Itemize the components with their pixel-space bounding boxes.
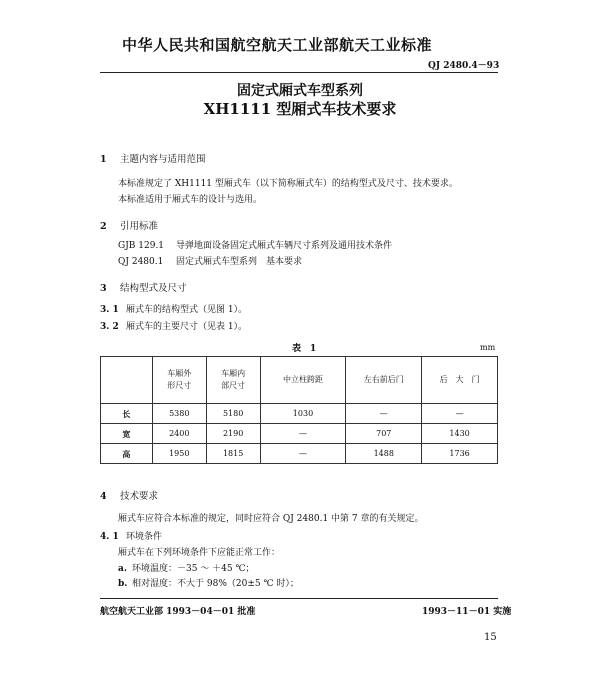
- row-label-cell: 宽: [101, 424, 153, 444]
- table-row: [101, 424, 498, 444]
- list-item-b: [118, 576, 299, 589]
- reference-1: [118, 238, 392, 251]
- section-4-heading: [100, 488, 158, 502]
- table-header-cell: 左右前后门: [346, 357, 422, 404]
- standard-org-title: 中华人民共和国航空航天工业部航天工业标准: [122, 36, 433, 54]
- subsection-number: 3. 1: [100, 305, 119, 315]
- table-cell: 1815: [206, 444, 260, 464]
- table-unit: mm: [480, 343, 496, 352]
- table-cell: 1950: [152, 444, 206, 464]
- table-header-cell: 中立柱跨距: [260, 357, 346, 404]
- table-cell: —: [260, 444, 346, 464]
- table-row: [101, 404, 498, 424]
- row-label-cell: 长: [101, 404, 153, 424]
- table-cell: 707: [346, 424, 422, 444]
- subsection-number: 3. 2: [100, 322, 119, 332]
- subsection-title: 环境条件: [126, 532, 163, 542]
- header-line: 形尺寸: [167, 381, 192, 390]
- table-header-row: [101, 357, 498, 404]
- approval-date: 航空航天工业部 1993－04－01 批准: [100, 607, 256, 617]
- reference-code: QJ 2480.1: [118, 257, 164, 267]
- reference-2: [118, 254, 302, 267]
- section-title: 结构型式及尺寸: [120, 283, 187, 294]
- list-text: 相对湿度：不大于 98%（20±5 ℃ 时）；: [132, 579, 299, 589]
- list-label: b.: [118, 579, 128, 589]
- table-cell: 2190: [206, 424, 260, 444]
- dimensions-table: [100, 356, 498, 464]
- table-cell: 5380: [152, 404, 206, 424]
- section-title: 主题内容与适用范围: [120, 154, 206, 165]
- section-4-1-heading: [100, 529, 162, 542]
- table-caption: 表 1: [292, 344, 317, 354]
- section-4-1-paragraph: 厢式车在下列环境条件下应能正常工作：: [118, 548, 281, 558]
- section-number: 3: [100, 283, 107, 294]
- effective-date: 1993－11－01 实施: [422, 607, 512, 617]
- table-cell: 1030: [260, 404, 346, 424]
- section-1-paragraph-1: 本标准规定了 XH1111 型厢式车（以下简称厢式车）的结构型式及尺寸、技术要求。: [118, 179, 458, 189]
- header-rule: [100, 72, 498, 73]
- subsection-number: 4. 1: [100, 532, 119, 542]
- table-cell: 5180: [206, 404, 260, 424]
- row-label-cell: 高: [101, 444, 153, 464]
- table-cell: —: [422, 404, 498, 424]
- list-label: a.: [118, 564, 127, 574]
- footer-rule: [100, 598, 498, 599]
- section-number: 4: [100, 491, 107, 502]
- section-number: 1: [100, 154, 107, 165]
- header-line: 部尺寸: [221, 381, 246, 390]
- table-header-cell: [152, 357, 206, 404]
- table-cell: —: [260, 424, 346, 444]
- subsection-text: 厢式车的结构型式（见图 1）。: [126, 305, 248, 315]
- table-header-cell: [101, 357, 153, 404]
- doc-title-line1: 固定式厢式车型系列: [237, 83, 363, 99]
- page-number: 15: [484, 632, 497, 643]
- table-cell: 2400: [152, 424, 206, 444]
- header-line: 车厢内: [221, 369, 246, 378]
- section-4-paragraph: 厢式车应符合本标准的规定，同时应符合 QJ 2480.1 中第 7 章的有关规定。: [118, 514, 424, 524]
- section-number: 2: [100, 221, 107, 232]
- header-line: 车厢外: [167, 369, 192, 378]
- table-cell: 1736: [422, 444, 498, 464]
- list-text: 环境温度：－35 ～ ＋45 ℃；: [132, 564, 255, 574]
- table-cell: 1488: [346, 444, 422, 464]
- table-header-cell: 后 大 门: [422, 357, 498, 404]
- doc-title-line2: XH1111 型厢式车技术要求: [203, 100, 397, 118]
- table-cell: —: [346, 404, 422, 424]
- table-header-cell: [206, 357, 260, 404]
- reference-title: 导弹地面设备固定式厢式车辆尺寸系列及通用技术条件: [176, 241, 393, 251]
- table-cell: 1430: [422, 424, 498, 444]
- standard-code: QJ 2480.4－93: [428, 61, 500, 71]
- section-3-2: [100, 319, 247, 332]
- table-row: [101, 444, 498, 464]
- section-3-1: [100, 302, 247, 315]
- section-1-heading: [100, 151, 206, 165]
- section-1-paragraph-2: 本标准适用于厢式车的设计与选用。: [118, 195, 263, 205]
- section-title: 技术要求: [120, 491, 159, 502]
- subsection-text: 厢式车的主要尺寸（见表 1）。: [126, 322, 248, 332]
- list-item-a: [118, 561, 255, 574]
- section-2-heading: [100, 218, 158, 232]
- section-3-heading: [100, 280, 187, 294]
- reference-title: 固定式厢式车型系列 基本要求: [176, 257, 303, 267]
- reference-code: GJB 129.1: [118, 241, 165, 251]
- section-title: 引用标准: [120, 221, 159, 232]
